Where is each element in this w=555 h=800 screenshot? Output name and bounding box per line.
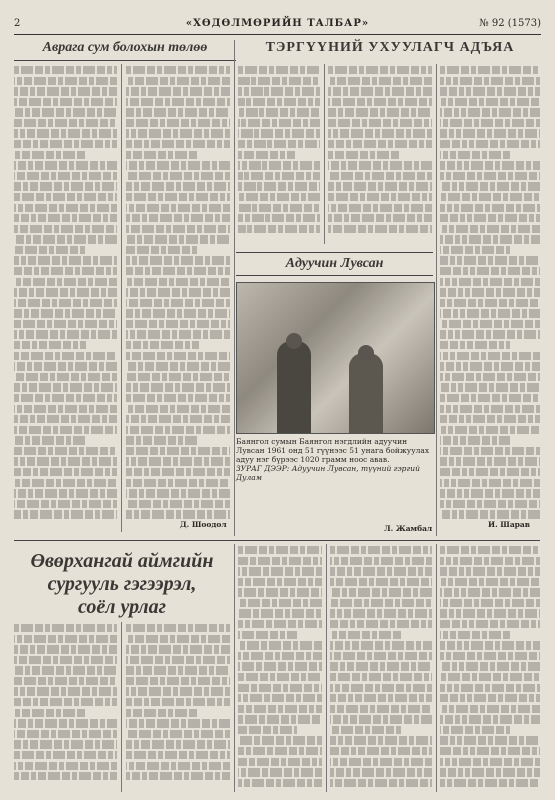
text-line: [238, 684, 322, 692]
text-line: [238, 66, 320, 74]
text-line: [126, 415, 230, 423]
text-line: [14, 468, 117, 476]
text-line: [330, 768, 432, 776]
text-line: [440, 578, 540, 586]
text-line: [126, 383, 230, 391]
text-line: [14, 320, 117, 328]
text-line: [238, 631, 297, 639]
text-line: [238, 662, 322, 670]
text-line: [14, 709, 86, 717]
text-line: [126, 436, 199, 444]
text-line: [330, 779, 432, 787]
text-line: [440, 684, 540, 692]
text-line: [126, 677, 230, 685]
text-line: [440, 588, 540, 596]
text-line: [126, 309, 230, 317]
text-line: [440, 362, 540, 370]
text-line: [126, 479, 230, 487]
text-line: [126, 182, 230, 190]
text-line: [14, 204, 117, 212]
text-line: [330, 599, 432, 607]
text-line: [14, 645, 117, 653]
text-line: [440, 341, 510, 349]
text-line: [14, 394, 117, 402]
text-line: [126, 214, 230, 222]
text-line: [440, 383, 540, 391]
text-line: [126, 730, 230, 738]
text-line: [330, 736, 432, 744]
text-line: [440, 641, 540, 649]
text-line: [440, 309, 540, 317]
text-line: [14, 151, 86, 159]
text-line: [440, 225, 540, 233]
text-line: [14, 77, 117, 85]
signature-left: Д. Шоодол: [180, 520, 227, 529]
text-line: [440, 447, 540, 455]
text-line: [330, 652, 432, 660]
text-line: [328, 140, 432, 148]
text-line: [238, 182, 320, 190]
text-line: [14, 108, 117, 116]
text-line: [238, 546, 322, 554]
photo-caption: [236, 437, 434, 482]
text-line: [14, 415, 117, 423]
page-number: 2: [14, 18, 21, 29]
text-line: [238, 193, 320, 201]
text-line: [126, 172, 230, 180]
text-line: [14, 362, 117, 370]
text-line: [126, 330, 230, 338]
text-line: [440, 510, 540, 518]
text-line: [328, 77, 432, 85]
text-line: [328, 98, 432, 106]
text-line: [126, 278, 230, 286]
caption-credit: ЗУРАГ ДЭЭР: Адуучин Лувсан, түүний гэргий Дулам: [236, 464, 420, 482]
text-line: [238, 77, 320, 85]
text-line: [126, 108, 230, 116]
text-line: [238, 87, 320, 95]
text-line: [238, 214, 320, 222]
text-line: [330, 726, 401, 734]
text-line: [440, 66, 540, 74]
text-line: [440, 235, 540, 243]
text-line: [238, 736, 322, 744]
text-line: [14, 656, 117, 664]
text-line: [14, 225, 117, 233]
text-line: [238, 588, 322, 596]
bottom-article-title: [22, 550, 222, 619]
text-line: [330, 705, 432, 713]
text-line: [440, 330, 540, 338]
text-line: [330, 620, 432, 628]
text-line: [440, 373, 540, 381]
text-line: [126, 394, 230, 402]
text-line: [330, 747, 432, 755]
text-line: [126, 373, 230, 381]
text-line: [238, 609, 322, 617]
text-line: [328, 225, 432, 233]
text-line: [14, 172, 117, 180]
text-line: [440, 546, 540, 554]
text-line: [440, 500, 540, 508]
text-line: [238, 652, 322, 660]
text-line: [238, 108, 320, 116]
text-line: [238, 599, 322, 607]
text-line: [440, 204, 540, 212]
text-line: [14, 457, 117, 465]
text-line: [440, 489, 540, 497]
photo-title: Адуучин Лувсан: [285, 256, 384, 271]
text-line: [440, 87, 540, 95]
text-line: [440, 736, 540, 744]
text-line: [126, 772, 230, 780]
text-line: [126, 341, 199, 349]
text-line: [330, 641, 432, 649]
text-line: [440, 288, 540, 296]
text-line: [328, 129, 432, 137]
text-line: [238, 119, 320, 127]
text-line: [328, 119, 432, 127]
text-line: [126, 352, 230, 360]
text-line: [238, 758, 322, 766]
text-line: [14, 352, 117, 360]
text-line: [440, 694, 540, 702]
text-line: [126, 320, 230, 328]
text-line: [440, 436, 510, 444]
text-line: [126, 151, 199, 159]
text-line: [238, 768, 322, 776]
text-column-4: [328, 66, 432, 246]
text-line: [330, 567, 432, 575]
text-line: [440, 599, 540, 607]
text-line: [440, 267, 540, 275]
bottom-column-5: [440, 546, 540, 792]
text-line: [14, 182, 117, 190]
text-line: [14, 751, 117, 759]
text-line: [330, 694, 432, 702]
text-line: [126, 468, 230, 476]
text-line: [238, 726, 297, 734]
bottom-column-1: [14, 624, 117, 792]
text-line: [440, 426, 540, 434]
text-line: [440, 98, 540, 106]
text-line: [126, 457, 230, 465]
text-line: [440, 182, 540, 190]
text-line: [14, 87, 117, 95]
text-line: [440, 193, 540, 201]
text-line: [238, 641, 322, 649]
text-column-5: [440, 66, 540, 528]
text-line: [14, 426, 117, 434]
text-line: [14, 140, 117, 148]
bottom-title-line-2: сургууль гэгээрэл,: [47, 573, 197, 595]
text-line: [126, 256, 230, 264]
text-line: [238, 567, 322, 575]
text-line: [440, 779, 540, 787]
text-line: [126, 709, 199, 717]
text-line: [440, 129, 540, 137]
text-line: [14, 267, 117, 275]
text-line: [126, 140, 230, 148]
text-line: [126, 119, 230, 127]
bottom-column-2: [126, 624, 230, 792]
text-line: [440, 278, 540, 286]
text-line: [14, 278, 117, 286]
text-line: [328, 204, 432, 212]
text-line: [126, 751, 230, 759]
text-line: [238, 715, 322, 723]
text-line: [440, 726, 510, 734]
bottom-title-line-3: соёл урлаг: [77, 596, 167, 618]
text-line: [328, 161, 432, 169]
text-line: [330, 578, 432, 586]
text-line: [440, 705, 540, 713]
text-line: [126, 489, 230, 497]
text-line: [440, 715, 540, 723]
text-line: [126, 362, 230, 370]
text-line: [14, 624, 117, 632]
text-line: [14, 698, 117, 706]
text-line: [14, 436, 86, 444]
text-line: [330, 631, 401, 639]
text-line: [238, 172, 320, 180]
text-line: [330, 684, 432, 692]
text-line: [440, 172, 540, 180]
text-line: [14, 687, 117, 695]
bottom-title-line-1: Өвөрхангай аймгийн: [30, 550, 214, 572]
text-line: [14, 489, 117, 497]
text-line: [440, 747, 540, 755]
text-line: [126, 87, 230, 95]
text-line: [328, 66, 432, 74]
text-line: [440, 77, 540, 85]
text-line: [126, 235, 230, 243]
text-line: [14, 666, 117, 674]
text-line: [126, 246, 199, 254]
text-line: [238, 705, 322, 713]
text-line: [126, 698, 230, 706]
text-line: [440, 320, 540, 328]
text-column-1: [14, 66, 117, 528]
text-line: [440, 246, 510, 254]
text-line: [238, 204, 320, 212]
signature-right: И. Шарав: [488, 520, 530, 529]
page-header: [14, 18, 541, 35]
text-line: [330, 758, 432, 766]
text-line: [14, 447, 117, 455]
article-title-agitator: ТЭРГҮҮНИЙ УХУУЛАГЧ АДЪЯА: [265, 40, 515, 55]
text-line: [126, 645, 230, 653]
text-line: [238, 673, 322, 681]
text-line: [440, 479, 540, 487]
text-line: [14, 719, 117, 727]
text-line: [238, 557, 322, 565]
text-line: [126, 77, 230, 85]
text-line: [14, 635, 117, 643]
text-line: [14, 161, 117, 169]
text-line: [14, 479, 117, 487]
text-line: [328, 87, 432, 95]
text-line: [14, 330, 117, 338]
text-line: [14, 235, 117, 243]
text-line: [238, 151, 295, 159]
text-line: [238, 140, 320, 148]
text-line: [14, 66, 117, 74]
text-line: [330, 546, 432, 554]
issue-number: № 92 (1573): [479, 18, 541, 29]
text-line: [14, 341, 86, 349]
text-line: [440, 415, 540, 423]
newspaper-name: «ХӨДӨЛМӨРИЙН ТАЛБАР»: [185, 18, 370, 29]
text-line: [330, 662, 432, 670]
text-line: [126, 161, 230, 169]
text-line: [14, 256, 117, 264]
text-line: [14, 500, 117, 508]
text-line: [328, 172, 432, 180]
text-line: [330, 715, 432, 723]
text-line: [238, 747, 322, 755]
text-line: [440, 457, 540, 465]
text-line: [14, 214, 117, 222]
text-line: [126, 225, 230, 233]
text-line: [14, 119, 117, 127]
text-line: [440, 405, 540, 413]
text-line: [14, 129, 117, 137]
text-line: [126, 66, 230, 74]
text-line: [126, 299, 230, 307]
text-line: [328, 108, 432, 116]
text-line: [126, 635, 230, 643]
text-line: [330, 609, 432, 617]
text-line: [328, 151, 401, 159]
text-line: [14, 772, 117, 780]
text-line: [440, 214, 540, 222]
text-line: [126, 666, 230, 674]
text-line: [440, 299, 540, 307]
text-line: [440, 119, 540, 127]
signature-photo: Л. Жамбал: [384, 524, 433, 533]
text-line: [126, 204, 230, 212]
text-line: [238, 620, 322, 628]
text-line: [126, 129, 230, 137]
text-line: [14, 309, 117, 317]
text-line: [440, 662, 540, 670]
text-line: [126, 719, 230, 727]
text-line: [126, 656, 230, 664]
text-line: [126, 687, 230, 695]
text-line: [238, 161, 320, 169]
text-line: [126, 288, 230, 296]
text-line: [14, 98, 117, 106]
text-line: [440, 394, 540, 402]
text-line: [126, 267, 230, 275]
bottom-column-3: [238, 546, 322, 792]
text-line: [440, 620, 540, 628]
text-line: [14, 288, 117, 296]
text-line: [440, 652, 540, 660]
article-title-savings: Аврага сум болохын төлөө: [42, 40, 208, 55]
text-line: [238, 98, 320, 106]
text-line: [14, 383, 117, 391]
photo-horseman: [236, 282, 435, 434]
text-line: [440, 352, 540, 360]
text-line: [440, 557, 540, 565]
bottom-column-4: [330, 546, 432, 792]
text-line: [330, 588, 432, 596]
text-line: [14, 677, 117, 685]
text-line: [126, 624, 230, 632]
text-line: [440, 631, 510, 639]
text-line: [238, 578, 322, 586]
text-line: [14, 740, 117, 748]
text-line: [330, 557, 432, 565]
text-line: [440, 140, 540, 148]
text-line: [238, 694, 322, 702]
text-line: [238, 129, 320, 137]
text-line: [440, 673, 540, 681]
text-line: [328, 182, 432, 190]
text-line: [126, 98, 230, 106]
text-line: [14, 405, 117, 413]
text-line: [126, 193, 230, 201]
text-line: [238, 779, 322, 787]
text-line: [440, 609, 540, 617]
text-line: [440, 161, 540, 169]
text-line: [440, 768, 540, 776]
text-line: [14, 510, 117, 518]
text-line: [440, 108, 540, 116]
text-line: [14, 373, 117, 381]
text-line: [238, 225, 320, 233]
text-line: [440, 256, 540, 264]
text-line: [440, 468, 540, 476]
text-line: [126, 426, 230, 434]
text-line: [330, 673, 432, 681]
text-line: [14, 299, 117, 307]
text-line: [126, 762, 230, 770]
text-line: [440, 151, 510, 159]
text-line: [126, 740, 230, 748]
text-line: [14, 193, 117, 201]
text-line: [14, 246, 86, 254]
text-line: [126, 500, 230, 508]
text-line: [328, 214, 432, 222]
text-line: [328, 193, 432, 201]
text-line: [440, 567, 540, 575]
text-line: [126, 405, 230, 413]
text-line: [126, 510, 230, 518]
text-column-3: [238, 66, 320, 246]
caption-text: Баянгол сумын Баянгол нэгдлийн адуучин Лувсан 1961 онд 51 гүүнээс 51 унага бойжуулах адуу нэг бүрээс 1020 грамм ноос авав.: [236, 437, 430, 464]
text-line: [126, 447, 230, 455]
text-column-2: [126, 66, 230, 528]
text-line: [14, 762, 117, 770]
text-line: [14, 730, 117, 738]
text-line: [440, 758, 540, 766]
